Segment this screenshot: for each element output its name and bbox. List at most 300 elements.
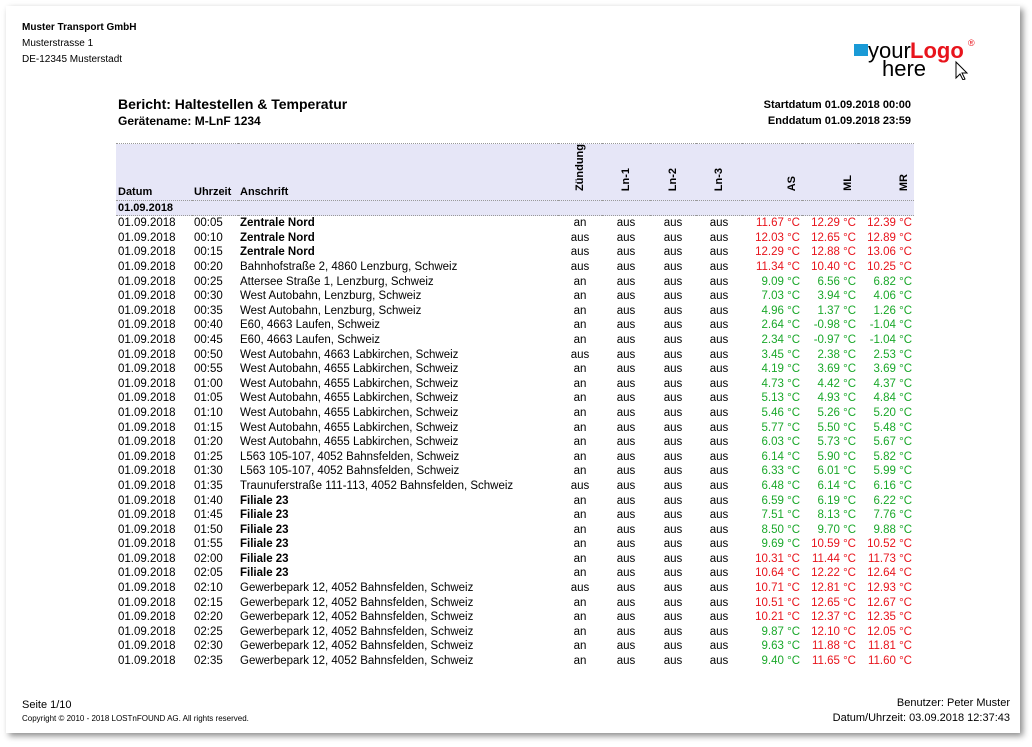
cell-ml: 11.88 °C — [811, 640, 856, 653]
cell-datum: 01.09.2018 — [118, 596, 176, 609]
cell-ml: -0.98 °C — [813, 319, 856, 332]
cell-zuendung: an — [573, 421, 587, 434]
col-ln1: Ln-1 — [602, 144, 650, 201]
cell-zuendung: an — [573, 538, 587, 551]
cell-ln3: aus — [709, 567, 729, 580]
cell-as: 5.77 °C — [761, 421, 800, 434]
cell-as: 10.64 °C — [755, 567, 800, 580]
cell-datum: 01.09.2018 — [118, 436, 176, 449]
cell-mr: 9.88 °C — [873, 523, 912, 536]
cell-zuendung: an — [573, 625, 587, 638]
cell-as: 4.73 °C — [761, 377, 800, 390]
table-row — [116, 537, 914, 552]
cell-zuendung: an — [573, 523, 587, 536]
cell-ml: 12.81 °C — [811, 582, 856, 595]
cell-zuendung: an — [573, 596, 587, 609]
cell-ln1: aus — [616, 231, 636, 244]
cell-datum: 01.09.2018 — [118, 509, 176, 522]
report-page — [6, 6, 1020, 733]
cell-datum: 01.09.2018 — [118, 377, 176, 390]
cell-ln2: aus — [663, 523, 683, 536]
cell-uhrzeit: 01:10 — [194, 406, 223, 419]
cell-ln3: aus — [709, 348, 729, 361]
cell-ln3: aus — [709, 363, 729, 376]
cell-uhrzeit: 02:20 — [194, 611, 223, 624]
cell-ln3: aus — [709, 552, 729, 565]
cell-as: 9.69 °C — [761, 538, 800, 551]
cell-as: 8.50 °C — [761, 523, 800, 536]
cell-datum: 01.09.2018 — [118, 290, 176, 303]
cell-ml: 12.88 °C — [811, 246, 856, 259]
cell-mr: 6.82 °C — [873, 275, 912, 288]
end-date: Enddatum 01.09.2018 23:59 — [767, 115, 911, 127]
cell-mr: 11.81 °C — [867, 640, 912, 653]
cell-mr: 12.39 °C — [867, 217, 912, 230]
cell-anschrift: Filiale 23 — [240, 567, 289, 580]
cell-anschrift: L563 105-107, 4052 Bahnsfelden, Schweiz — [240, 465, 460, 478]
cell-ln3: aus — [709, 479, 729, 492]
cell-as: 9.40 °C — [761, 655, 800, 668]
cell-anschrift: West Autobahn, 4655 Labkirchen, Schweiz — [240, 363, 459, 376]
cell-mr: 12.35 °C — [867, 611, 912, 624]
cell-datum: 01.09.2018 — [118, 304, 176, 317]
user-name: Benutzer: Peter Muster — [896, 697, 1010, 709]
cell-ln1: aus — [616, 319, 636, 332]
start-date: Startdatum 01.09.2018 00:00 — [763, 99, 911, 111]
cell-anschrift: Bahnhofstraße 2, 4860 Lenzburg, Schweiz — [240, 261, 458, 274]
footer-left — [22, 699, 249, 723]
cell-ml: 5.50 °C — [817, 421, 856, 434]
cell-uhrzeit: 00:30 — [194, 290, 223, 303]
table-row — [116, 362, 914, 377]
print-datetime: Datum/Uhrzeit: 03.09.2018 12:37:43 — [832, 712, 1010, 724]
cell-as: 4.96 °C — [761, 304, 800, 317]
cell-uhrzeit: 01:00 — [194, 377, 223, 390]
cell-ml: 1.37 °C — [817, 304, 856, 317]
cell-datum: 01.09.2018 — [118, 552, 176, 565]
table-row — [116, 479, 914, 494]
cell-ln1: aus — [616, 640, 636, 653]
cell-mr: -1.04 °C — [869, 333, 912, 346]
cell-ln2: aus — [663, 261, 683, 274]
cell-datum: 01.09.2018 — [118, 567, 176, 580]
cell-ln3: aus — [709, 509, 729, 522]
cell-ln2: aus — [663, 450, 683, 463]
cell-zuendung: an — [573, 363, 587, 376]
cell-ln2: aus — [663, 406, 683, 419]
cell-anschrift: West Autobahn, 4655 Labkirchen, Schweiz — [240, 406, 459, 419]
cell-ln2: aus — [663, 304, 683, 317]
cell-ln3: aus — [709, 465, 729, 478]
cell-ln3: aus — [709, 231, 729, 244]
cell-mr: 5.48 °C — [873, 421, 912, 434]
cell-ln3: aus — [709, 290, 729, 303]
cell-datum: 01.09.2018 — [118, 655, 176, 668]
cell-anschrift: Gewerbepark 12, 4052 Bahnsfelden, Schweiz — [240, 655, 474, 668]
cell-datum: 01.09.2018 — [118, 479, 176, 492]
cell-anschrift: West Autobahn, 4663 Labkirchen, Schweiz — [240, 348, 459, 361]
cell-mr: 5.82 °C — [873, 450, 912, 463]
cell-anschrift: Filiale 23 — [240, 509, 289, 522]
cell-anschrift: Traunuferstraße 111-113, 4052 Bahnsfelden, Schweiz — [240, 479, 514, 492]
cell-datum: 01.09.2018 — [118, 261, 176, 274]
col-datum: Datum — [116, 144, 192, 201]
cell-ml: 12.37 °C — [811, 611, 856, 624]
cell-ln1: aus — [616, 436, 636, 449]
company-city: DE-12345 Musterstadt — [22, 54, 123, 65]
table-row — [116, 552, 914, 567]
company-street: Musterstrasse 1 — [22, 38, 94, 49]
cell-ln1: aus — [616, 377, 636, 390]
cell-uhrzeit: 01:45 — [194, 509, 223, 522]
cell-mr: 7.76 °C — [873, 509, 912, 522]
cell-uhrzeit: 02:10 — [194, 582, 223, 595]
cell-ml: 11.65 °C — [811, 655, 856, 668]
table-row — [116, 260, 914, 275]
cell-uhrzeit: 00:50 — [194, 348, 223, 361]
table-row — [116, 421, 914, 436]
cell-ln1: aus — [616, 523, 636, 536]
report-dates — [764, 97, 911, 129]
cell-datum: 01.09.2018 — [118, 363, 176, 376]
cell-as: 6.59 °C — [761, 494, 800, 507]
cell-ml: 3.69 °C — [817, 363, 856, 376]
cell-uhrzeit: 01:55 — [194, 538, 223, 551]
cell-as: 11.34 °C — [755, 261, 800, 274]
cell-ml: 12.10 °C — [811, 625, 856, 638]
cell-ln1: aus — [616, 567, 636, 580]
cell-datum: 01.09.2018 — [118, 523, 176, 536]
cell-zuendung: an — [573, 465, 587, 478]
table-row — [116, 625, 914, 640]
cell-ln3: aus — [709, 261, 729, 274]
group-header — [116, 200, 914, 216]
cell-ln3: aus — [709, 421, 729, 434]
cell-anschrift: Gewerbepark 12, 4052 Bahnsfelden, Schweiz — [240, 596, 474, 609]
cell-mr: 12.05 °C — [867, 625, 912, 638]
cell-ln3: aus — [709, 611, 729, 624]
cell-ln1: aus — [616, 261, 636, 274]
cell-zuendung: aus — [570, 231, 590, 244]
cell-as: 5.13 °C — [761, 392, 800, 405]
cell-anschrift: Attersee Straße 1, Lenzburg, Schweiz — [240, 275, 434, 288]
table-row — [116, 304, 914, 319]
table-row — [116, 581, 914, 596]
cell-ln1: aus — [616, 465, 636, 478]
col-mr: MR — [858, 144, 914, 201]
cell-ln3: aus — [709, 392, 729, 405]
cell-uhrzeit: 00:40 — [194, 319, 223, 332]
cell-ml: 6.56 °C — [817, 275, 856, 288]
cell-uhrzeit: 01:20 — [194, 436, 223, 449]
cell-ln2: aus — [663, 377, 683, 390]
cell-mr: 12.64 °C — [867, 567, 912, 580]
cell-ln1: aus — [616, 479, 636, 492]
cell-mr: 5.67 °C — [873, 436, 912, 449]
cell-ln2: aus — [663, 217, 683, 230]
cell-uhrzeit: 01:25 — [194, 450, 223, 463]
cell-anschrift: West Autobahn, 4655 Labkirchen, Schweiz — [240, 377, 459, 390]
cell-zuendung: aus — [570, 582, 590, 595]
cell-datum: 01.09.2018 — [118, 246, 176, 259]
cell-ln1: aus — [616, 217, 636, 230]
cell-ln2: aus — [663, 436, 683, 449]
table-row — [116, 450, 914, 465]
cell-ln3: aus — [709, 655, 729, 668]
table-row — [116, 523, 914, 538]
table-row — [116, 508, 914, 523]
cell-uhrzeit: 01:30 — [194, 465, 223, 478]
cell-zuendung: an — [573, 494, 587, 507]
cell-anschrift: Gewerbepark 12, 4052 Bahnsfelden, Schweiz — [240, 640, 474, 653]
cell-uhrzeit: 00:55 — [194, 363, 223, 376]
cell-ln1: aus — [616, 625, 636, 638]
company-address — [22, 20, 136, 68]
cell-datum: 01.09.2018 — [118, 421, 176, 434]
table-row — [116, 275, 914, 290]
col-ml: ML — [802, 144, 858, 201]
col-anschrift: Anschrift — [238, 144, 558, 201]
table-row — [116, 245, 914, 260]
cell-datum: 01.09.2018 — [118, 406, 176, 419]
cell-zuendung: an — [573, 275, 587, 288]
cell-ml: 5.26 °C — [817, 406, 856, 419]
logo-word-your: your — [868, 38, 911, 63]
cell-ln3: aus — [709, 640, 729, 653]
cell-ln3: aus — [709, 406, 729, 419]
cell-datum: 01.09.2018 — [118, 348, 176, 361]
cell-datum: 01.09.2018 — [118, 217, 176, 230]
table-row — [116, 391, 914, 406]
cell-mr: 12.67 °C — [867, 596, 912, 609]
cell-ln3: aus — [709, 494, 729, 507]
cell-ln1: aus — [616, 611, 636, 624]
cell-datum: 01.09.2018 — [118, 392, 176, 405]
footer-right — [833, 696, 1010, 726]
cell-ml: 4.93 °C — [817, 392, 856, 405]
cell-anschrift: West Autobahn, 4655 Labkirchen, Schweiz — [240, 421, 459, 434]
cell-uhrzeit: 01:05 — [194, 392, 223, 405]
cell-ml: 5.90 °C — [817, 450, 856, 463]
table-body — [116, 216, 914, 669]
cell-mr: 3.69 °C — [873, 363, 912, 376]
cell-ml: 12.65 °C — [811, 231, 856, 244]
cell-datum: 01.09.2018 — [118, 465, 176, 478]
cell-as: 10.31 °C — [755, 552, 800, 565]
table-row — [116, 494, 914, 509]
table-row — [116, 333, 914, 348]
cell-mr: 10.52 °C — [867, 538, 912, 551]
cell-anschrift: West Autobahn, Lenzburg, Schweiz — [240, 304, 422, 317]
cell-zuendung: an — [573, 436, 587, 449]
cell-ln3: aus — [709, 377, 729, 390]
cell-ml: -0.97 °C — [813, 333, 856, 346]
table-row — [116, 610, 914, 625]
cell-uhrzeit: 01:40 — [194, 494, 223, 507]
cell-ln1: aus — [616, 363, 636, 376]
cell-zuendung: an — [573, 290, 587, 303]
cell-uhrzeit: 00:35 — [194, 304, 223, 317]
cell-ln3: aus — [709, 246, 729, 259]
group-date: 01.09.2018 — [116, 200, 914, 216]
report-table — [116, 143, 914, 669]
cell-mr: 12.93 °C — [867, 582, 912, 595]
company-logo — [852, 34, 982, 80]
cell-ml: 12.22 °C — [811, 567, 856, 580]
cell-as: 3.45 °C — [761, 348, 800, 361]
cell-anschrift: Filiale 23 — [240, 552, 289, 565]
cell-anschrift: Zentrale Nord — [240, 246, 315, 259]
cell-datum: 01.09.2018 — [118, 231, 176, 244]
cell-ln1: aus — [616, 246, 636, 259]
col-uhrzeit: Uhrzeit — [192, 144, 238, 201]
cell-as: 12.03 °C — [755, 231, 800, 244]
cell-ml: 10.59 °C — [811, 538, 856, 551]
cell-uhrzeit: 01:15 — [194, 421, 223, 434]
cell-ml: 2.38 °C — [817, 348, 856, 361]
cell-ln1: aus — [616, 275, 636, 288]
copyright: Copyright © 2010 - 2018 LOSTnFOUND AG. All rights reserved. — [22, 714, 249, 723]
cell-ln1: aus — [616, 290, 636, 303]
cell-zuendung: aus — [570, 261, 590, 274]
cell-datum: 01.09.2018 — [118, 275, 176, 288]
cell-anschrift: West Autobahn, Lenzburg, Schweiz — [240, 290, 422, 303]
cell-as: 12.29 °C — [755, 246, 800, 259]
cell-ln2: aus — [663, 333, 683, 346]
cell-zuendung: an — [573, 640, 587, 653]
cell-mr: 2.53 °C — [873, 348, 912, 361]
cell-ml: 6.01 °C — [817, 465, 856, 478]
cell-anschrift: L563 105-107, 4052 Bahnsfelden, Schweiz — [240, 450, 460, 463]
cell-datum: 01.09.2018 — [118, 611, 176, 624]
cell-ln2: aus — [663, 319, 683, 332]
cell-ln2: aus — [663, 567, 683, 580]
cell-anschrift: Zentrale Nord — [240, 217, 315, 230]
cell-ln1: aus — [616, 406, 636, 419]
table-row — [116, 566, 914, 581]
cell-anschrift: West Autobahn, 4655 Labkirchen, Schweiz — [240, 392, 459, 405]
cell-zuendung: an — [573, 392, 587, 405]
cell-ln3: aus — [709, 523, 729, 536]
cell-anschrift: Filiale 23 — [240, 538, 289, 551]
table-row — [116, 464, 914, 479]
cell-ln1: aus — [616, 509, 636, 522]
cell-zuendung: an — [573, 611, 587, 624]
cell-ln2: aus — [663, 246, 683, 259]
cell-uhrzeit: 02:00 — [194, 552, 223, 565]
cell-uhrzeit: 00:05 — [194, 217, 223, 230]
cell-ln2: aus — [663, 290, 683, 303]
cell-anschrift: E60, 4663 Laufen, Schweiz — [240, 319, 381, 332]
cell-mr: 6.22 °C — [873, 494, 912, 507]
cell-ln2: aus — [663, 625, 683, 638]
cell-mr: 12.89 °C — [867, 231, 912, 244]
table-row — [116, 654, 914, 669]
logo-word-logo: Logo — [910, 38, 964, 63]
cell-ln2: aus — [663, 611, 683, 624]
table-row — [116, 596, 914, 611]
cell-ln1: aus — [616, 333, 636, 346]
cell-ln2: aus — [663, 552, 683, 565]
cell-zuendung: an — [573, 377, 587, 390]
cell-mr: 4.06 °C — [873, 290, 912, 303]
cell-as: 9.63 °C — [761, 640, 800, 653]
col-ln2: Ln-2 — [650, 144, 696, 201]
table-header — [116, 144, 914, 201]
cell-as: 6.33 °C — [761, 465, 800, 478]
cell-ln3: aus — [709, 319, 729, 332]
cell-uhrzeit: 00:25 — [194, 275, 223, 288]
cell-uhrzeit: 02:30 — [194, 640, 223, 653]
cell-uhrzeit: 01:35 — [194, 479, 223, 492]
cell-datum: 01.09.2018 — [118, 538, 176, 551]
cell-as: 7.51 °C — [761, 509, 800, 522]
cell-ln1: aus — [616, 538, 636, 551]
cell-anschrift: Filiale 23 — [240, 523, 289, 536]
cell-ln2: aus — [663, 479, 683, 492]
cell-uhrzeit: 02:25 — [194, 625, 223, 638]
cell-ln2: aus — [663, 655, 683, 668]
cell-ln3: aus — [709, 275, 729, 288]
cell-ln3: aus — [709, 538, 729, 551]
cell-ln2: aus — [663, 348, 683, 361]
table-row — [116, 348, 914, 363]
cell-uhrzeit: 01:50 — [194, 523, 223, 536]
cell-mr: 11.73 °C — [867, 552, 912, 565]
cell-ln1: aus — [616, 421, 636, 434]
cell-ml: 9.70 °C — [817, 523, 856, 536]
table-row — [116, 435, 914, 450]
cell-ml: 3.94 °C — [817, 290, 856, 303]
cell-datum: 01.09.2018 — [118, 333, 176, 346]
cell-mr: 10.25 °C — [867, 261, 912, 274]
col-zuendung: Zündung — [558, 144, 602, 201]
cell-ln2: aus — [663, 363, 683, 376]
cell-datum: 01.09.2018 — [118, 625, 176, 638]
cell-zuendung: an — [573, 333, 587, 346]
cell-zuendung: aus — [570, 348, 590, 361]
cell-anschrift: Zentrale Nord — [240, 231, 315, 244]
cell-ln2: aus — [663, 582, 683, 595]
cell-as: 6.48 °C — [761, 479, 800, 492]
cell-uhrzeit: 02:05 — [194, 567, 223, 580]
cell-as: 10.71 °C — [755, 582, 800, 595]
cell-mr: 1.26 °C — [873, 304, 912, 317]
cell-ml: 11.44 °C — [811, 552, 856, 565]
cell-uhrzeit: 02:15 — [194, 596, 223, 609]
cell-as: 10.51 °C — [755, 596, 800, 609]
cell-ln2: aus — [663, 494, 683, 507]
cell-zuendung: an — [573, 567, 587, 580]
cell-ln1: aus — [616, 450, 636, 463]
cell-ln1: aus — [616, 552, 636, 565]
table-row — [116, 377, 914, 392]
cell-ln2: aus — [663, 538, 683, 551]
cell-zuendung: an — [573, 552, 587, 565]
cell-anschrift: Gewerbepark 12, 4052 Bahnsfelden, Schweiz — [240, 611, 474, 624]
cell-anschrift: West Autobahn, 4655 Labkirchen, Schweiz — [240, 436, 459, 449]
cell-datum: 01.09.2018 — [118, 640, 176, 653]
cell-as: 7.03 °C — [761, 290, 800, 303]
table-row — [116, 318, 914, 333]
table-row — [116, 406, 914, 421]
table-row — [116, 231, 914, 246]
cell-mr: -1.04 °C — [869, 319, 912, 332]
cell-zuendung: an — [573, 509, 587, 522]
cell-ml: 12.29 °C — [811, 217, 856, 230]
cell-ln3: aus — [709, 596, 729, 609]
table-row — [116, 289, 914, 304]
